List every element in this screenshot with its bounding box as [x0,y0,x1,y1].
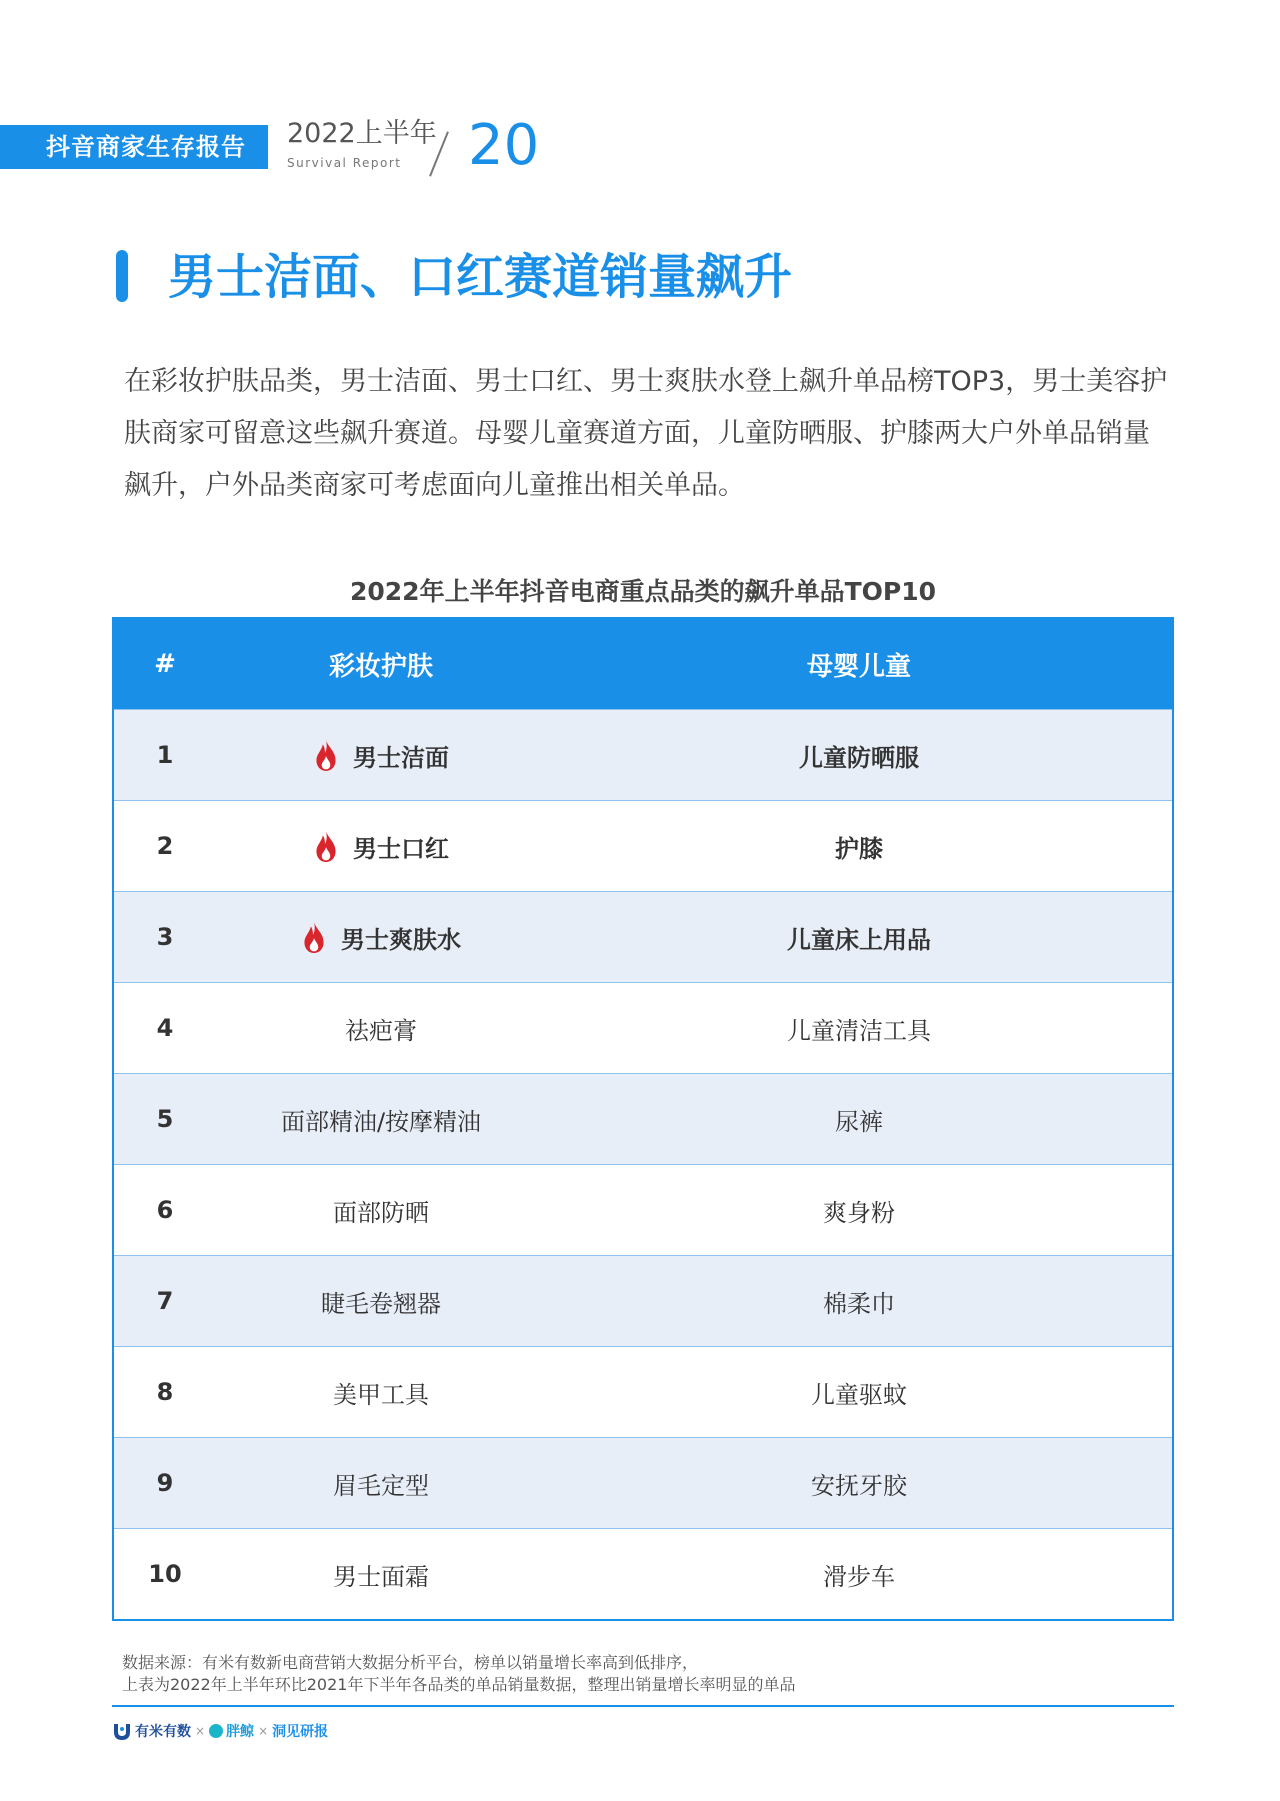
rank-cell: 6 [156,1196,174,1224]
page-number: 20 [468,113,540,178]
beauty-item-label: 睫毛卷翘器 [321,1289,441,1318]
table-row [114,1346,1172,1437]
baby-item-cell: 护膝 [835,834,883,863]
rank-cell: 5 [156,1105,174,1133]
beauty-item-cell [216,829,546,864]
beauty-item-cell [216,1102,546,1137]
baby-item-cell: 儿童防晒服 [799,743,919,772]
logo-separator: × [258,1724,269,1738]
rank-cell: 7 [156,1287,174,1315]
title-accent-bar [116,250,128,302]
beauty-item-label: 面部防晒 [333,1198,429,1227]
rank-cell: 8 [156,1378,174,1406]
baby-item-cell: 滑步车 [823,1562,895,1591]
flame-icon [301,920,327,954]
report-tag: 抖音商家生存报告 [0,125,268,169]
report-subtitle: Survival Report [287,156,402,170]
beauty-item-cell [216,1011,546,1046]
baby-item-cell: 棉柔巾 [823,1289,895,1318]
rank-cell: 10 [148,1560,182,1588]
table-header [114,619,1172,709]
beauty-item-label: 祛疤膏 [345,1016,417,1045]
baby-item-cell: 儿童清洁工具 [787,1016,931,1045]
rank-cell: 2 [156,832,174,860]
beauty-item-label: 面部精油/按摩精油 [280,1107,482,1136]
beauty-item-cell [216,920,546,955]
source-note-line2: 上表为2022年上半年环比2021年下半年各品类的单品销量数据，整理出销量增长率明显的单品 [122,1675,796,1694]
baby-item-cell: 爽身粉 [823,1198,895,1227]
flame-icon [313,829,339,863]
source-note [122,1652,1172,1696]
table-row [114,891,1172,982]
source-note-line1: 数据来源：有米有数新电商营销大数据分析平台，榜单以销量增长率高到低排序， [122,1653,699,1672]
baby-item-cell: 儿童床上用品 [787,925,931,954]
footer-divider [112,1705,1174,1707]
table-title: 2022年上半年抖音电商重点品类的飙升单品TOP10 [349,577,936,606]
beauty-item-cell [216,1375,546,1410]
logo-separator: × [195,1724,206,1738]
table-row [114,1164,1172,1255]
baby-item-cell: 安抚牙胶 [811,1471,907,1500]
beauty-item-cell [216,738,546,773]
beauty-item-label: 眉毛定型 [333,1471,429,1500]
beauty-item-cell [216,1193,546,1228]
beauty-item-label: 男士洁面 [353,743,449,772]
table-row [114,982,1172,1073]
logo-pangjing [209,1721,254,1741]
beauty-item-label: 男士爽肤水 [341,925,461,954]
rank-cell: 1 [156,741,174,769]
flame-icon [313,738,339,772]
rank-cell: 3 [156,923,174,951]
logo-dongjian: 洞见研报 [272,1724,329,1740]
beauty-item-label: 美甲工具 [333,1380,429,1409]
pangjing-logo-icon [209,1724,223,1738]
table-row [114,1073,1172,1164]
header-rank: # [154,649,176,679]
page-title: 男士洁面、口红赛道销量飙升 [168,249,793,305]
table-row [114,800,1172,891]
youmi-logo-icon [112,1721,132,1741]
report-year: 2022上半年 [287,118,437,149]
beauty-item-label: 男士口红 [353,834,449,863]
ranking-table [112,617,1174,1621]
baby-item-cell: 儿童驱蚊 [811,1380,907,1409]
table-row [114,1437,1172,1528]
beauty-item-cell [216,1466,546,1501]
beauty-item-cell [216,1557,546,1592]
header-baby: 母婴儿童 [806,651,911,682]
logo-pangjing-text: 胖鲸 [226,1724,255,1740]
logo-youmi: 有米有数 [135,1724,191,1740]
beauty-item-label: 男士面霜 [333,1562,429,1591]
table-row [114,1528,1172,1619]
rank-cell: 9 [156,1469,174,1497]
table-row [114,1255,1172,1346]
table-row [114,709,1172,800]
table-body [114,709,1172,1619]
footer-logos [112,1720,328,1742]
rank-cell: 4 [156,1014,174,1042]
beauty-item-cell [216,1284,546,1319]
baby-item-cell: 尿裤 [835,1107,883,1136]
intro-paragraph: 在彩妆护肤品类，男士洁面、男士口红、男士爽肤水登上飙升单品榜TOP3，男士美容护肤商家可留意这些飙升赛道。母婴儿童赛道方面，儿童防晒服、护膝两大户外单品销量飙升，户外品类商家可考虑面向儿童推出相关单品。 [124,366,1168,501]
header-beauty: 彩妆护肤 [328,651,433,682]
